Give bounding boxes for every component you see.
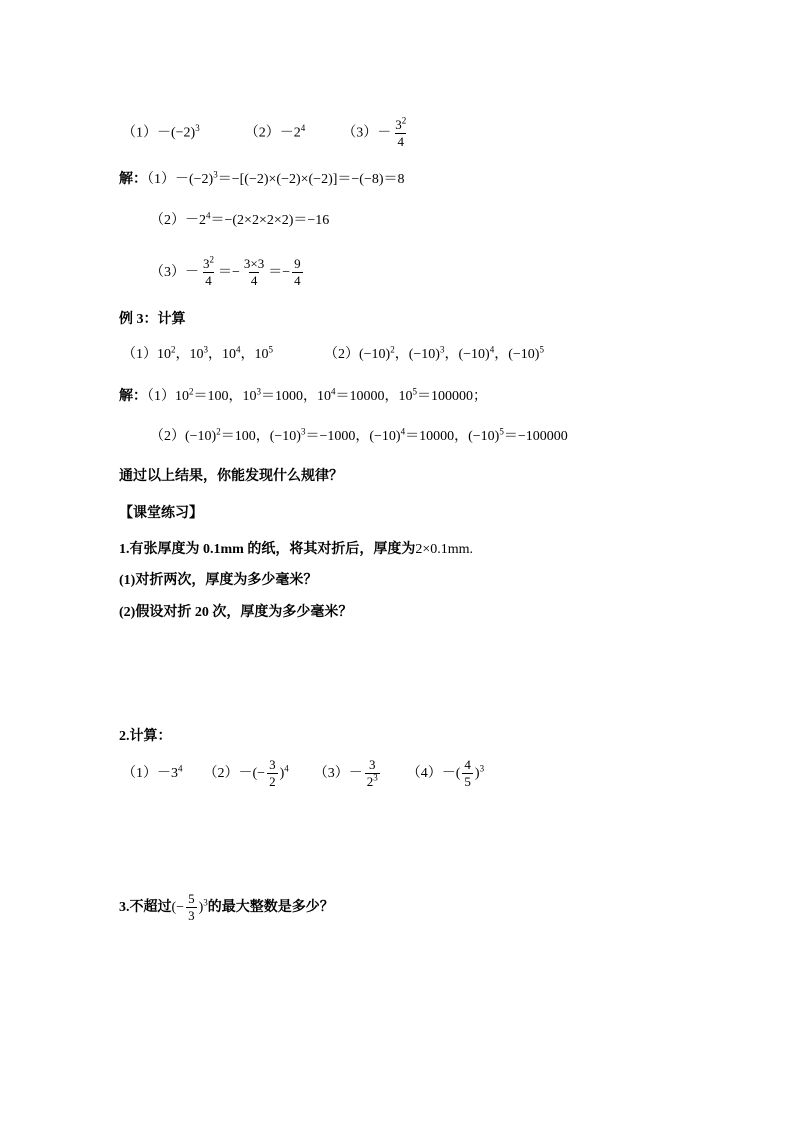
ex2-q2-expr: －2 xyxy=(279,125,301,141)
separator: ， xyxy=(394,347,409,362)
separator: ， xyxy=(208,347,222,362)
power-exponent: 2 xyxy=(390,344,395,355)
sol2-l3-f2-den: 4 xyxy=(250,273,258,289)
separator: ， xyxy=(384,389,399,404)
power-exponent: 4 xyxy=(236,344,241,355)
p2-q3-den: 2 xyxy=(366,774,374,790)
sol3-l1-items xyxy=(175,386,487,404)
p2-q1-exp: 4 xyxy=(178,763,183,774)
power-exponent: 2 xyxy=(171,344,176,355)
p1-main-expr: 2×0.1mm. xyxy=(415,542,474,557)
practice-problem1 xyxy=(119,540,473,560)
p2-q2-den: 2 xyxy=(269,774,276,790)
ex2-q3-den: 4 xyxy=(397,134,404,149)
power-exponent: 5 xyxy=(499,426,504,437)
separator: ， xyxy=(303,389,317,404)
separator: ， xyxy=(355,429,370,444)
sol2-l2-a: －2 xyxy=(185,213,206,228)
p2-q1-expr: －3 xyxy=(157,766,178,781)
p2-q3-den-exp: 3 xyxy=(373,772,378,783)
solution3-line1 xyxy=(119,387,487,407)
example3-problems xyxy=(122,345,544,365)
sol2-l3-f3-den: 4 xyxy=(294,273,301,289)
sol2-l2-exp: 4 xyxy=(206,210,211,221)
power-exponent: 5 xyxy=(412,386,417,397)
solution2-line2 xyxy=(150,211,329,231)
sol2-l1-b: ＝−[(−2)×(−2)×(−2)]＝−(−8)＝8 xyxy=(217,172,405,187)
power-base: 10 xyxy=(317,389,331,404)
power-exponent: 4 xyxy=(331,386,336,397)
sol2-l3-eq1: ＝− xyxy=(218,265,240,280)
ex2-q3-num: 3 xyxy=(395,117,402,132)
power-result: ＝1000 xyxy=(261,389,303,404)
separator: ， xyxy=(255,429,270,444)
ex2-q1-label: （1） xyxy=(122,125,157,141)
ex3-p2-label: （2） xyxy=(324,347,359,362)
sol2-l3-f1-den: 4 xyxy=(205,273,212,289)
solution2-prefix: 解： xyxy=(119,172,147,187)
p2-q3-minus: － xyxy=(348,766,363,781)
p2-q2-exp: 4 xyxy=(284,763,289,774)
power-base: 10 xyxy=(242,389,257,404)
ex2-q1-exp: 3 xyxy=(195,123,200,134)
p3-post: ) xyxy=(198,900,204,915)
separator: ， xyxy=(240,347,255,362)
sol2-l3-eq2: ＝− xyxy=(268,265,291,280)
separator: ； xyxy=(473,389,487,404)
power-base: (−10) xyxy=(468,429,500,444)
ex2-q3-fraction xyxy=(393,117,408,150)
ex2-q3-label: （3） xyxy=(342,125,378,141)
p3-den: 3 xyxy=(188,908,195,924)
p3-exp: 3 xyxy=(203,897,208,908)
ex2-q3-num-exp: 2 xyxy=(401,115,407,126)
power-exponent: 2 xyxy=(216,426,221,437)
p2-q4-den: 5 xyxy=(464,774,471,790)
power-base: (−10) xyxy=(458,347,490,362)
practice-problem1-sub2: (2)假设对折 20 次，厚度为多少毫米？ xyxy=(119,605,353,620)
power-base: 10 xyxy=(175,389,189,404)
p3-num: 5 xyxy=(188,891,195,907)
separator: ， xyxy=(494,347,509,362)
practice-problem3 xyxy=(119,888,334,928)
sol2-l3-minus: － xyxy=(185,265,199,280)
power-result: ＝100000 xyxy=(417,389,473,404)
p2-q4-exp: 3 xyxy=(479,763,485,774)
solution2-line3 xyxy=(150,252,305,294)
power-result: ＝−1000 xyxy=(305,429,356,444)
separator: ， xyxy=(175,347,190,362)
power-exponent: 3 xyxy=(256,386,261,397)
ex2-q3-minus: － xyxy=(377,125,392,141)
sol3-l2-label: （2） xyxy=(150,429,185,444)
ex2-q1-expr: －(−2) xyxy=(157,125,196,141)
power-exponent: 3 xyxy=(439,344,445,355)
power-result: ＝100 xyxy=(220,429,256,444)
sol2-l2-label: （2） xyxy=(150,213,185,228)
power-exponent: 3 xyxy=(300,426,306,437)
p2-q2-fraction xyxy=(267,757,278,790)
sol2-l3-f1-num: 3 xyxy=(203,256,210,272)
p2-q3-num: 3 xyxy=(368,757,376,773)
sol2-l1-a: －(−2) xyxy=(175,172,214,187)
practice-problem1-sub1: (1)对折两次，厚度为多少毫米？ xyxy=(119,573,318,588)
power-exponent: 4 xyxy=(489,344,495,355)
power-result: ＝−100000 xyxy=(503,429,568,444)
sol3-l1-label: （1） xyxy=(147,389,175,404)
example2-problems xyxy=(122,115,410,149)
power-exponent: 4 xyxy=(400,426,406,437)
p2-q3-label: （3） xyxy=(313,766,349,781)
sol2-l1-exp: 3 xyxy=(213,169,218,180)
p2-q3-fraction xyxy=(365,757,380,790)
p1-main-text: 1.有张厚度为 0.1mm 的纸，将其对折后，厚度为 xyxy=(119,542,416,557)
sol2-l3-fraction3 xyxy=(292,256,303,289)
power-base: 10 xyxy=(398,389,413,404)
sol2-l3-fraction2 xyxy=(242,256,266,289)
p2-q4-post: ) xyxy=(474,766,480,781)
separator: ， xyxy=(454,429,469,444)
separator: ， xyxy=(444,347,459,362)
ex3-p2-items xyxy=(359,344,544,362)
power-base: (−10) xyxy=(269,429,301,444)
solution2-line1 xyxy=(119,170,405,190)
sol2-l1-label: （1） xyxy=(147,172,175,187)
power-base: 10 xyxy=(189,347,204,362)
ex3-p1-label: （1） xyxy=(122,347,157,362)
p2-q2-post: ) xyxy=(279,766,285,781)
practice-problem2-items xyxy=(122,754,484,794)
sol2-l2-b: ＝−(2×2×2×2)＝−16 xyxy=(210,213,330,228)
sol2-l3-f1-exp: 2 xyxy=(209,254,214,265)
ex2-q2-exp: 4 xyxy=(300,123,306,134)
sol2-l3-fraction1 xyxy=(201,256,216,289)
p2-q4-label: （4） xyxy=(406,766,442,781)
p2-q2-pre: －(− xyxy=(238,766,266,781)
example3-heading: 例 3：计算 xyxy=(119,312,186,327)
sol2-l3-f3-num: 9 xyxy=(294,256,301,272)
sol2-l3-f2-num: 3×3 xyxy=(243,256,265,272)
power-exponent: 5 xyxy=(268,344,273,355)
practice-heading: 【课堂练习】 xyxy=(119,506,203,521)
power-base: (−10) xyxy=(408,347,440,362)
ex3-p1-items xyxy=(157,344,273,362)
p3-fraction xyxy=(186,891,197,924)
power-result: ＝10000 xyxy=(405,429,455,444)
sol3-l2-items xyxy=(185,426,568,444)
p3-text-b: 的最大整数是多少？ xyxy=(207,900,334,915)
power-base: 10 xyxy=(254,347,269,362)
power-exponent: 5 xyxy=(539,344,544,355)
practice-problem2-title: 2.计算： xyxy=(119,729,172,744)
p2-q4-pre: －( xyxy=(441,766,461,781)
power-base: (−10) xyxy=(369,429,401,444)
power-result: ＝100 xyxy=(193,389,229,404)
power-base: (−10) xyxy=(508,347,540,362)
power-exponent: 2 xyxy=(189,386,194,397)
power-base: 10 xyxy=(222,347,236,362)
sol2-l3-label: （3） xyxy=(150,265,185,280)
power-exponent: 3 xyxy=(203,344,208,355)
p2-q2-label: （2） xyxy=(203,766,239,781)
pattern-question: 通过以上结果，你能发现什么规律？ xyxy=(119,469,343,484)
p2-q4-num: 4 xyxy=(464,757,471,773)
power-base: (−10) xyxy=(185,429,217,444)
ex2-q2-label: （2） xyxy=(244,125,280,141)
power-base: (−10) xyxy=(359,347,391,362)
separator: ， xyxy=(228,389,243,404)
p2-q1-label: （1） xyxy=(122,766,157,781)
p3-pre: (− xyxy=(171,900,185,915)
solution3-line2 xyxy=(150,427,568,447)
power-result: ＝10000 xyxy=(335,389,385,404)
p3-text-a: 3.不超过 xyxy=(119,900,172,915)
p2-q4-fraction xyxy=(462,757,473,790)
power-base: 10 xyxy=(157,347,171,362)
solution3-prefix: 解： xyxy=(119,389,147,404)
p2-q2-num: 3 xyxy=(269,757,276,773)
